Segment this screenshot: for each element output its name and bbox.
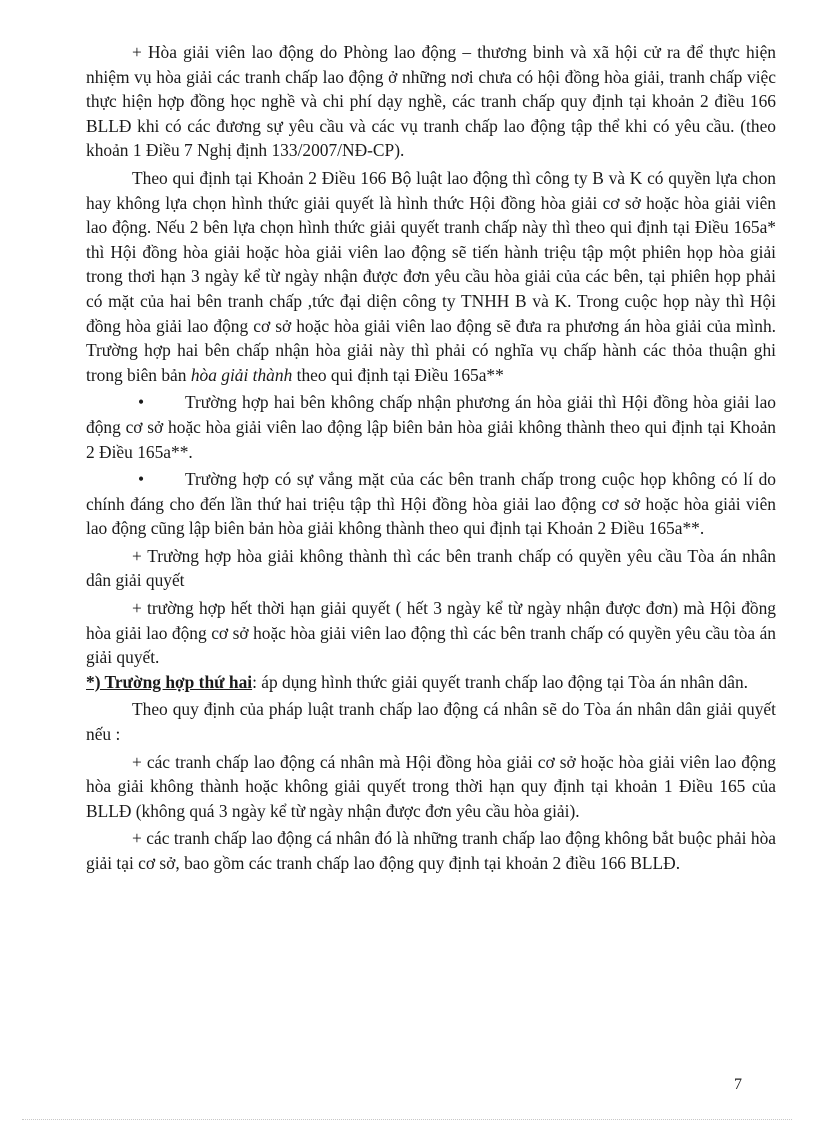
bullet-item-absence (86, 467, 776, 541)
paragraph-second-case (86, 670, 776, 695)
bullet-text: Trường hợp có sự vắng mặt của các bên tranh chấp trong cuộc họp không có lí do chính đáng cho đến lần thứ hai triệu tập thì Hội đồng hòa giải lao động cơ sở hoặc hòa giải viên lao động cũng lập biên bản hòa giải không thành theo qui định tại Khoản 2 Điều 165a**. (86, 469, 776, 539)
bullet-icon: • (138, 469, 145, 490)
paragraph-failed-mediation: + Trường hợp hòa giải không thành thì các bên tranh chấp có quyền yêu cầu Tòa án nhân dân giải quyết (86, 545, 776, 591)
page-number: 7 (734, 1076, 742, 1093)
bullet-icon: • (138, 392, 145, 413)
paragraph-no-mandatory-mediation: + các tranh chấp lao động cá nhân đó là những tranh chấp lao động không bắt buộc phải hòa giải tại cơ sở, bao gồm các tranh chấp lao động quy định tại khoản 2 điều 166 BLLĐ. (86, 828, 776, 873)
paragraph-text: Theo qui định tại Khoản 2 Điều 166 Bộ luật lao động thì công ty B và K có quyền lựa chon hay không lựa chọn hình thức giải quyết là hình thức Hội đồng hòa giải cơ sở hoặc hòa giải viên lao động. Nếu 2 bên lựa chọn hình thức giải quyết tranh chấp này thì theo qui định tại Điều 165a* thì Hội đồng hòa giải hoặc hòa giải viên lao động sẽ tiến hành triệu tập một phiên họp hòa giải trong thơi hạn 3 ngày kể từ ngày nhận được đơn yêu cầu hòa giải của các bên, tại phiên họp phải có mặt của hai bên tranh chấp ,tức đại diện công ty TNHH B và K. Trong cuộc họp này thì Hội đồng hòa giải lao động cơ sở hoặc hòa giải viên lao động sẽ đưa ra phương án hòa giải của mình. Trường hợp hai bên chấp nhận hòa giải này thì phải có nghĩa vụ chấp hành các thỏa thuận ghi trong biên bản (86, 167, 776, 385)
bullet-text: Trường hợp hai bên không chấp nhận phương án hòa giải thì Hội đồng hòa giải lao động cơ sở hoặc hòa giải viên lao động lập biên bản hòa giải không thành theo qui định tại Khoản 2 Điều 165a**. (86, 392, 776, 462)
paragraph-court-jurisdiction: Theo quy định của pháp luật tranh chấp lao động cá nhân sẽ do Tòa án nhân dân giải quyết nếu : (86, 699, 776, 745)
paragraph-individual-disputes: + các tranh chấp lao động cá nhân mà Hội đồng hòa giải cơ sở hoặc hòa giải viên lao động hòa giải không thành hoặc không giải quyết trong thời hạn quy định tại khoản 1 Điều 165 của BLLĐ (không quá 3 ngày kể từ ngày nhận được đơn yêu cầu hòa giải). (86, 751, 776, 821)
page-body (86, 40, 776, 876)
paragraph-deadline-expired: + trường hợp hết thời hạn giải quyết ( hết 3 ngày kể từ ngày nhận được đơn) mà Hội đồng hòa giải lao động cơ sở hoặc hòa giải viên lao động thì các bên tranh chấp có quyền yêu cầu tòa án giải quyết. (86, 598, 776, 668)
bullet-item-rejected (86, 390, 776, 464)
paragraph-mediator-role: + Hòa giải viên lao động do Phòng lao động – thương binh và xã hội cử ra để thực hiện nhiệm vụ hòa giải các tranh chấp lao động ở những nơi chưa có hội đồng hòa giải, tranh chấp việc thực hiện hợp đồng học nghề và chi phí dạy nghề, các tranh chấp quy định tại khoản 2 điều 166 BLLĐ khi có các đương sự yêu cầu và các vụ tranh chấp lao động tập thể khi có yêu cầu. (theo khoản 1 Điều 7 Nghị định 133/2007/NĐ-CP). (86, 42, 776, 161)
section-heading: *) Trường hợp thứ hai (86, 671, 253, 692)
page-bottom-divider (22, 1119, 792, 1120)
paragraph-regulation-2-166 (86, 166, 776, 387)
italic-term: hòa giải thành (190, 364, 293, 385)
paragraph-text: : áp dụng hình thức giải quyết tranh chấp lao động tại Tòa án nhân dân. (252, 671, 749, 692)
paragraph-text: theo qui định tại Điều 165a** (292, 364, 504, 385)
